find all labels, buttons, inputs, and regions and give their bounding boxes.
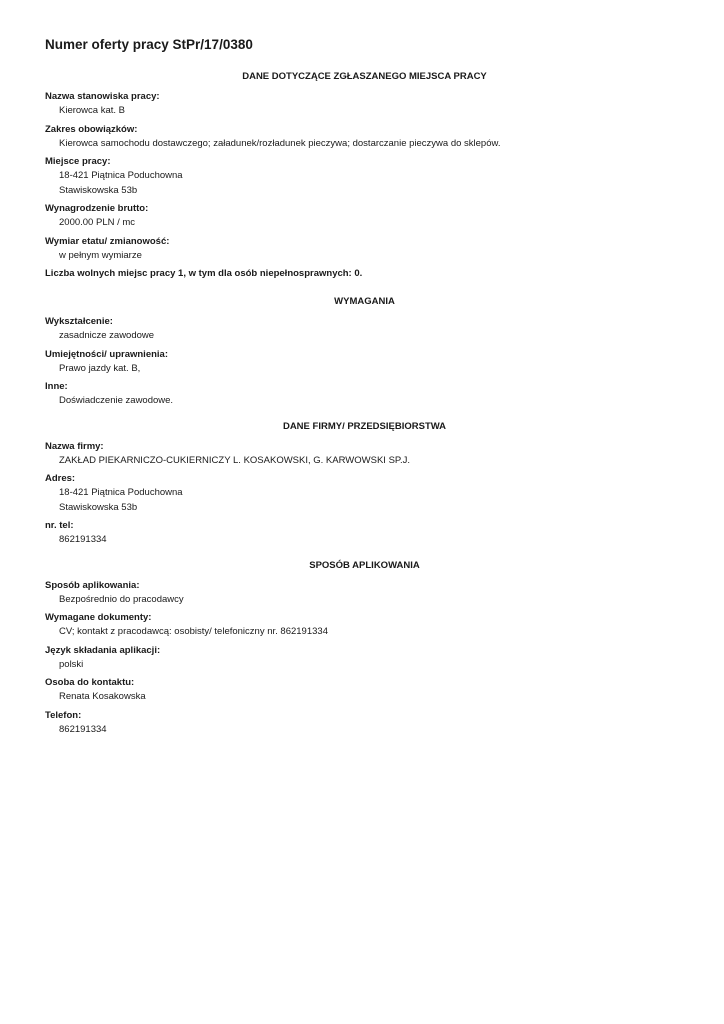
other-label: Inne: (45, 381, 68, 392)
required-documents-label: Wymagane dokumenty: (45, 612, 152, 623)
workplace-street-line: Stawiskowska 53b (59, 184, 138, 196)
duties-value: Kierowca samochodu dostawczego; załadunek/rozładunek pieczywa; dostarczanie pieczywa do sklepów. (59, 137, 501, 149)
workplace-label: Miejsce pracy: (45, 156, 111, 167)
hours-value: w pełnym wymiarze (59, 249, 142, 261)
requirements-section (45, 295, 684, 409)
application-language-value: polski (59, 658, 84, 670)
duties-label: Zakres obowiązków: (45, 123, 138, 135)
company-street-line: Stawiskowska 53b (59, 501, 138, 513)
position-label: Nazwa stanowiska pracy: (45, 91, 160, 102)
apply-heading: SPOSÓB APLIKOWANIA (309, 559, 420, 571)
company-name-label: Nazwa firmy: (45, 440, 104, 452)
skills-label: Umiejętności/ uprawnienia: (45, 348, 168, 360)
contact-person-value: Renata Kosakowska (59, 691, 146, 702)
apply-method-label: Sposób aplikowania: (45, 579, 140, 591)
workplace-address-line: 18-421 Piątnica Poduchowna (59, 170, 183, 181)
company-section (45, 420, 684, 548)
telephone-value: 862191334 (59, 723, 107, 735)
application-language-label: Język składania aplikacji: (45, 644, 161, 656)
telephone-label: Telefon: (45, 709, 82, 721)
page-title: Numer oferty pracy StPr/17/0380 (45, 37, 253, 52)
skills-value: Prawo jazdy kat. B, (59, 362, 141, 374)
company-address-line: 18-421 Piątnica Poduchowna (59, 487, 183, 498)
salary-label: Wynagrodzenie brutto: (45, 203, 149, 214)
company-name-value: ZAKŁAD PIEKARNICZO-CUKIERNICZY L. KOSAKOWSKI, G. KARWOWSKI SP.J. (59, 454, 411, 466)
apply-method-value: Bezpośrednio do pracodawcy (59, 593, 184, 605)
job-details-heading: DANE DOTYCZĄCE ZGŁASZANEGO MIEJSCA PRACY (242, 71, 487, 82)
contact-person-label: Osoba do kontaktu: (45, 677, 135, 688)
company-phone-value: 862191334 (59, 534, 107, 545)
other-value: Doświadczenie zawodowe. (59, 395, 174, 406)
required-documents-value: CV; kontakt z pracodawcą: osobisty/ telefoniczny nr. 862191334 (59, 626, 328, 637)
requirements-heading: WYMAGANIA (334, 296, 395, 307)
workplace-value (59, 169, 684, 198)
position-value: Kierowca kat. B (59, 105, 125, 116)
vacancies-summary: Liczba wolnych miejsc pracy 1, w tym dla osób niepełnosprawnych: 0. (45, 268, 363, 279)
company-address-label: Adres: (45, 473, 76, 484)
hours-label: Wymiar etatu/ zmianowość: (45, 235, 170, 247)
salary-value: 2000.00 PLN / mc (59, 217, 136, 228)
apply-section (45, 559, 684, 738)
education-value: zasadnicze zawodowe (59, 330, 155, 341)
company-heading: DANE FIRMY/ PRZEDSIĘBIORSTWA (282, 420, 447, 432)
job-details-section (45, 70, 684, 280)
education-label: Wykształcenie: (45, 316, 113, 327)
company-address-value (59, 486, 684, 515)
company-phone-label: nr. tel: (45, 520, 74, 531)
